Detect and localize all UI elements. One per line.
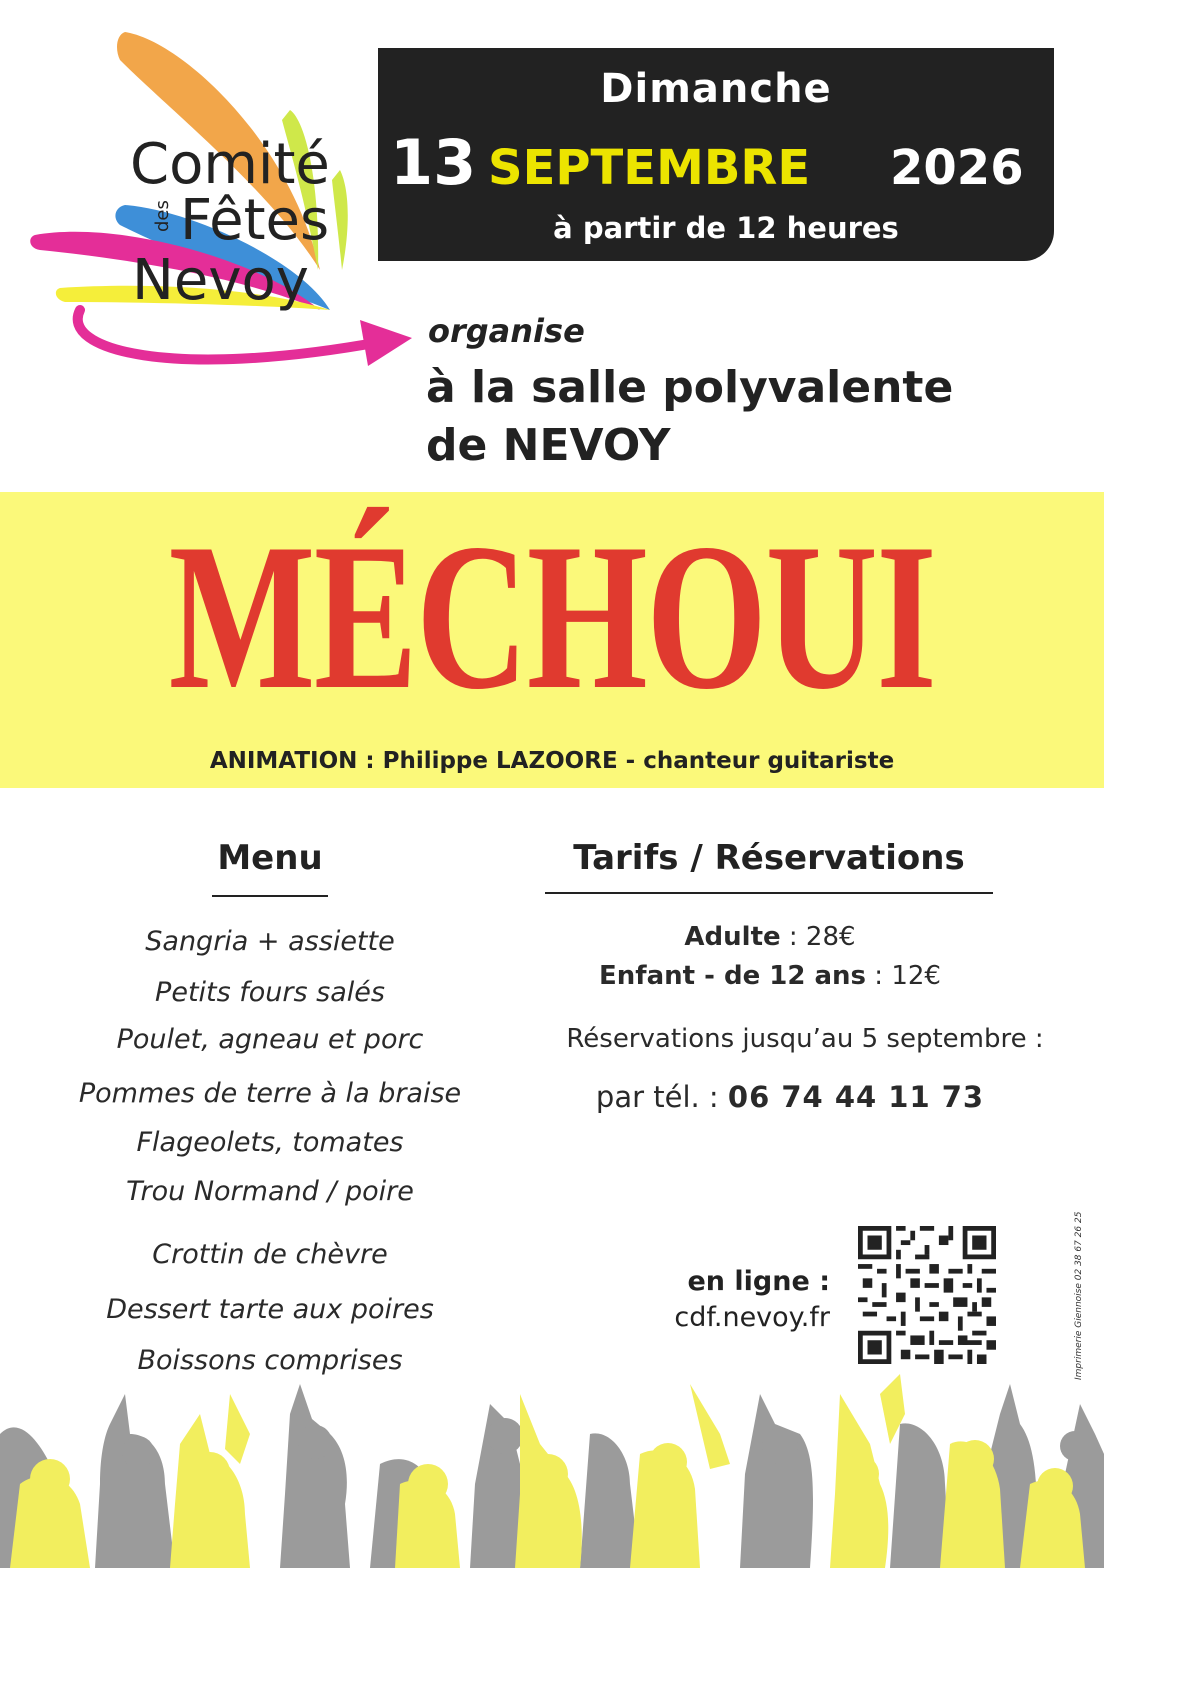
menu-item: Crottin de chèvre xyxy=(152,1239,388,1270)
menu-heading: Menu xyxy=(217,838,323,878)
event-year: 2026 xyxy=(890,140,1024,196)
online-label: en ligne : xyxy=(687,1266,830,1297)
comite-logo xyxy=(20,20,420,390)
menu-item: Poulet, agneau et porc xyxy=(116,1024,424,1055)
child-price xyxy=(540,961,1000,991)
event-month: SEPTEMBRE xyxy=(488,140,811,196)
qr-code[interactable] xyxy=(858,1226,996,1364)
event-day: Dimanche xyxy=(600,66,832,112)
menu-item: Flageolets, tomates xyxy=(136,1127,404,1158)
reservations-deadline: Réservations jusqu’au 5 septembre : xyxy=(566,1024,1044,1054)
menu-item: Boissons comprises xyxy=(137,1345,403,1376)
venue-line-2: de NEVOY xyxy=(426,420,671,471)
adult-price-value: : 28€ xyxy=(780,922,856,952)
child-price-value: : 12€ xyxy=(866,961,941,991)
logo-line-comite: Comité xyxy=(130,132,330,197)
tarifs-heading: Tarifs / Réservations xyxy=(573,838,965,878)
logo-line-fetes: Fêtes xyxy=(180,188,330,253)
animation-line: ANIMATION : Philippe LAZOORE - chanteur guitariste xyxy=(209,748,895,774)
tarifs-divider xyxy=(545,892,993,894)
printer-credit-text: Imprimerie Giennoise 02 38 67 26 25 xyxy=(1074,1211,1084,1380)
phone-label: par tél. : xyxy=(595,1080,728,1114)
printer-credit xyxy=(1074,1190,1094,1380)
menu-item: Sangria + assiette xyxy=(145,926,395,957)
adult-price xyxy=(540,922,1000,952)
event-date-number: 13 xyxy=(390,126,477,199)
phone-line xyxy=(540,1080,1040,1114)
logo-line-nevoy: Nevoy xyxy=(132,248,309,313)
event-title: MÉCHOUI xyxy=(168,501,936,733)
logo-small-des: des xyxy=(152,200,173,232)
menu-divider xyxy=(212,895,328,897)
online-url-link[interactable]: cdf.nevoy.fr xyxy=(674,1302,830,1333)
venue-line-1: à la salle polyvalente xyxy=(426,362,954,413)
organise-text: organise xyxy=(428,312,585,350)
crowd-silhouette-image xyxy=(0,1374,1104,1568)
menu-item: Petits fours salés xyxy=(155,977,385,1008)
phone-number[interactable]: 06 74 44 11 73 xyxy=(727,1080,985,1114)
adult-label: Adulte xyxy=(684,922,781,952)
child-label: Enfant - de 12 ans xyxy=(599,961,867,991)
menu-item: Pommes de terre à la braise xyxy=(78,1078,462,1109)
event-time: à partir de 12 heures xyxy=(553,211,899,245)
menu-item: Trou Normand / poire xyxy=(126,1176,414,1207)
date-box xyxy=(378,48,1054,261)
menu-item: Dessert tarte aux poires xyxy=(106,1294,434,1325)
